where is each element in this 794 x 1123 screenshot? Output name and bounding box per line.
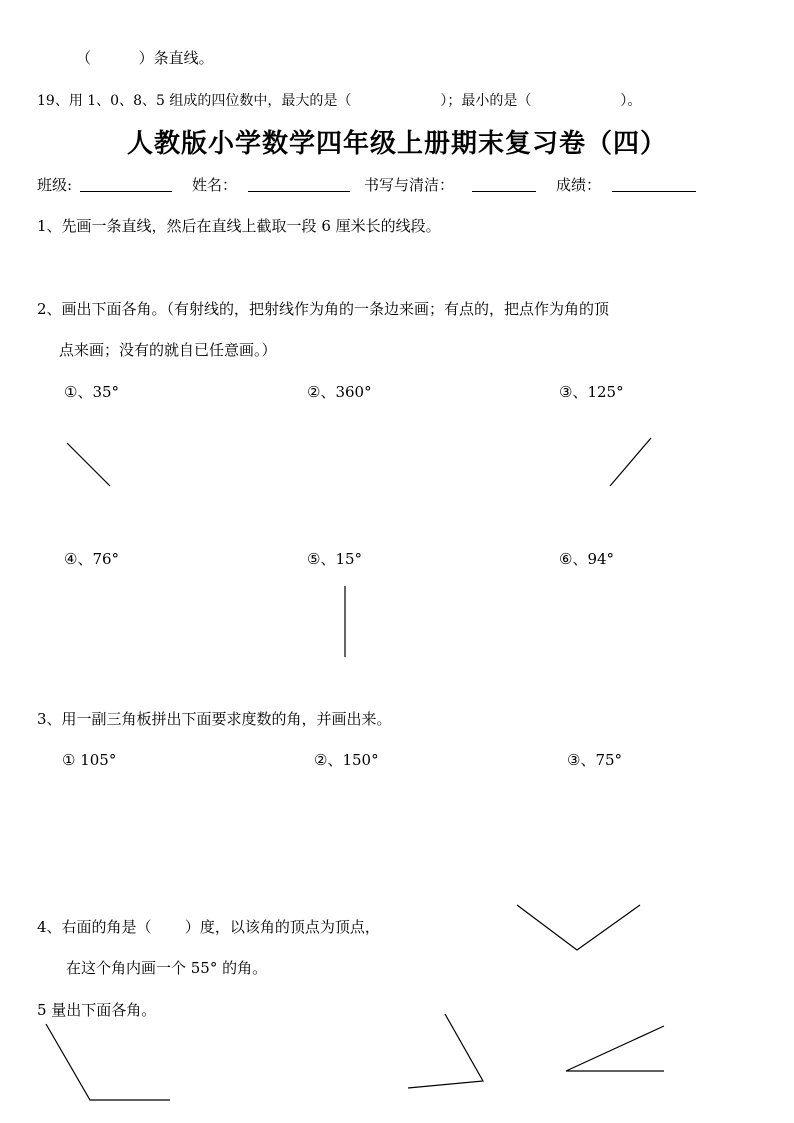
angle-q4 — [517, 905, 640, 950]
score-label: 成绩： — [556, 176, 602, 194]
top-line-straight-lines: （ ）条直线。 — [76, 49, 214, 67]
page-title: 人教版小学数学四年级上册期末复习卷（四） — [126, 129, 667, 159]
class-label: 班级: — [37, 176, 73, 194]
angle-item-1: ①、35° — [64, 383, 120, 401]
angle-q5-2 — [408, 1014, 483, 1088]
triangle-item-1: ① 105° — [62, 751, 117, 769]
question-2-line-2: 点来画；没有的就自已任意画。） — [59, 341, 277, 359]
angle-item-3: ③、125° — [559, 383, 624, 401]
angle-item-2: ②、360° — [307, 383, 372, 401]
question-4-line-1: 4、右面的角是（ ）度，以该角的顶点为顶点， — [37, 918, 380, 936]
angle-item-4: ④、76° — [64, 550, 120, 568]
question-19: 19、用 1、0、8、5 组成的四位数中，最大的是（ ）；最小的是（ ）。 — [37, 93, 642, 109]
question-1: 1、先画一条直线，然后在直线上截取一段 6 厘米长的线段。 — [37, 217, 441, 235]
triangle-item-2: ②、150° — [314, 751, 379, 769]
writing-label: 书写与清洁： — [364, 176, 455, 194]
angle-item-5: ⑤、15° — [307, 550, 363, 568]
ray-angle-3 — [610, 438, 651, 486]
question-4-line-2: 在这个角内画一个 55° 的角。 — [66, 959, 268, 977]
question-3: 3、用一副三角板拼出下面要求度数的角，并画出来。 — [37, 710, 392, 728]
angle-item-6: ⑥、94° — [559, 550, 615, 568]
angle-q5-1 — [46, 1024, 170, 1100]
question-2-line-1: 2、画出下面各角。（有射线的，把射线作为角的一条边来画；有点的，把点作为角的顶 — [37, 300, 610, 318]
name-label: 姓名： — [192, 176, 238, 194]
ray-angle-1 — [67, 443, 110, 486]
question-5: 5 量出下面各角。 — [37, 1001, 157, 1019]
angle-q5-3 — [566, 1026, 664, 1071]
triangle-item-3: ③、75° — [567, 751, 623, 769]
